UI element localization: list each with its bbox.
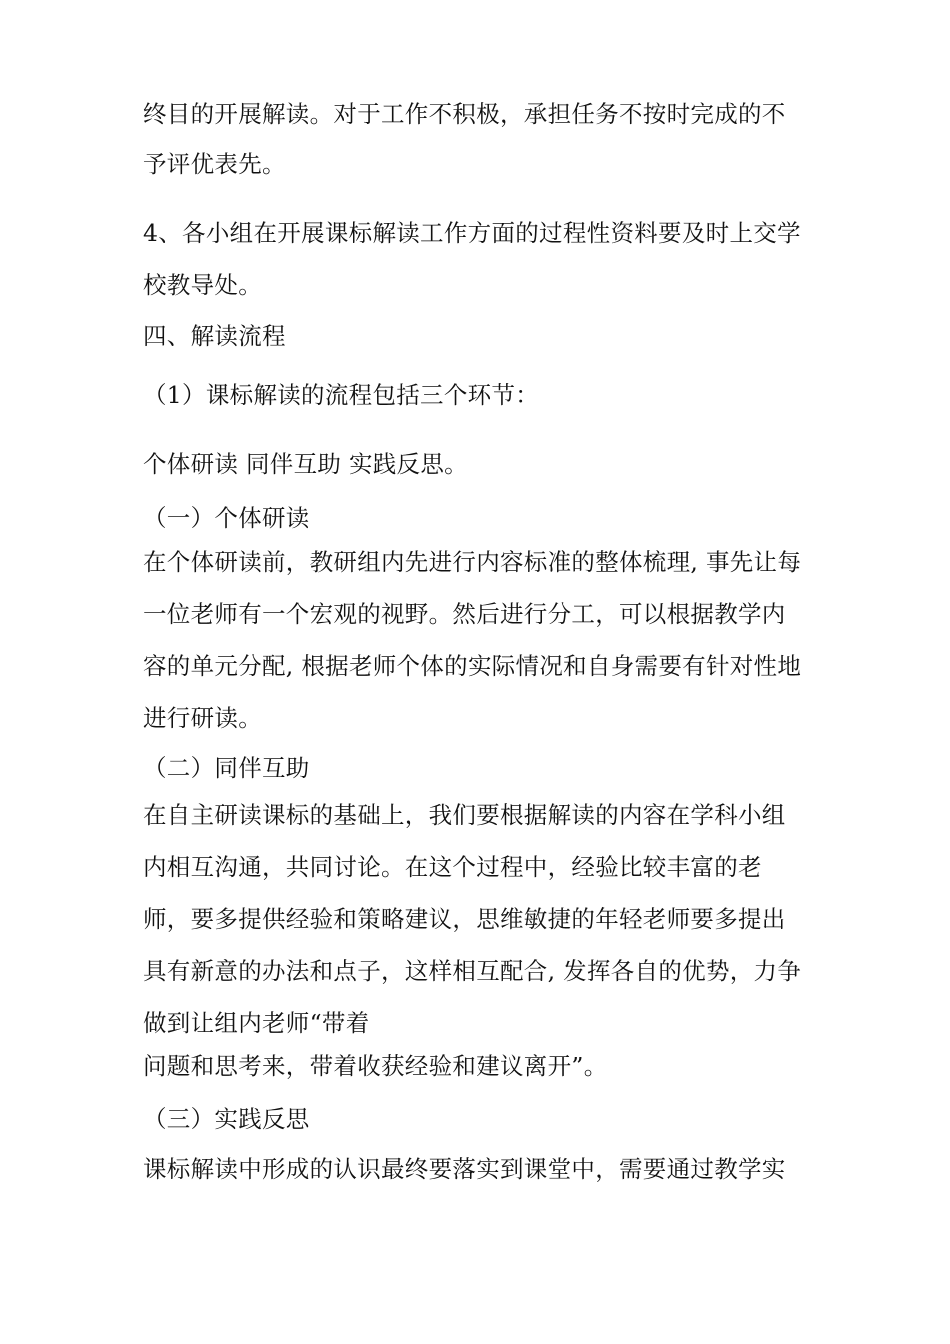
sub-1-line-4: 进行研读。 [143,704,262,732]
sub-2-line-2: 内相互沟通，共同讨论。在这个过程中，经验比较丰富的老 [143,853,762,881]
sub-2-line-5: 做到让组内老师“带着 [143,1009,370,1037]
sub-2-line-6: 问题和思考来，带着收获经验和建议离开”。 [143,1052,608,1080]
paragraph-2-line-2: 校教导处。 [143,271,262,299]
sub-2-line-3: 师，要多提供经验和策略建议，思维敏捷的年轻老师要多提出 [143,905,786,933]
sub-1-line-1: 在个体研读前，教研组内先进行内容标准的整体梳理, 事先让每 [143,548,802,576]
sub-1-heading: （一）个体研读 [143,504,310,532]
sub-1-line-3: 容的单元分配, 根据老师个体的实际情况和自身需要有针对性地 [143,652,802,680]
sub-2-heading: （二）同伴互助 [143,754,310,782]
sub-3-line-1: 课标解读中形成的认识最终要落实到课堂中，需要通过教学实 [143,1155,786,1183]
flow-intro: （1）课标解读的流程包括三个环节： [143,381,540,409]
section-4-heading: 四、解读流程 [143,322,286,350]
paragraph-2-line-1: 4、各小组在开展课标解读工作方面的过程性资料要及时上交学 [143,219,801,247]
paragraph-1-line-2: 予评优表先。 [143,150,286,178]
sub-3-heading: （三）实践反思 [143,1105,310,1133]
sub-2-line-1: 在自主研读课标的基础上，我们要根据解读的内容在学科小组 [143,801,786,829]
sub-2-line-4: 具有新意的办法和点子，这样相互配合, 发挥各自的优势，力争 [143,957,802,985]
flow-steps: 个体研读 同伴互助 实践反思。 [143,450,468,478]
sub-1-line-2: 一位老师有一个宏观的视野。然后进行分工，可以根据教学内 [143,600,786,628]
paragraph-1-line-1: 终目的开展解读。对于工作不积极，承担任务不按时完成的不 [143,100,786,128]
